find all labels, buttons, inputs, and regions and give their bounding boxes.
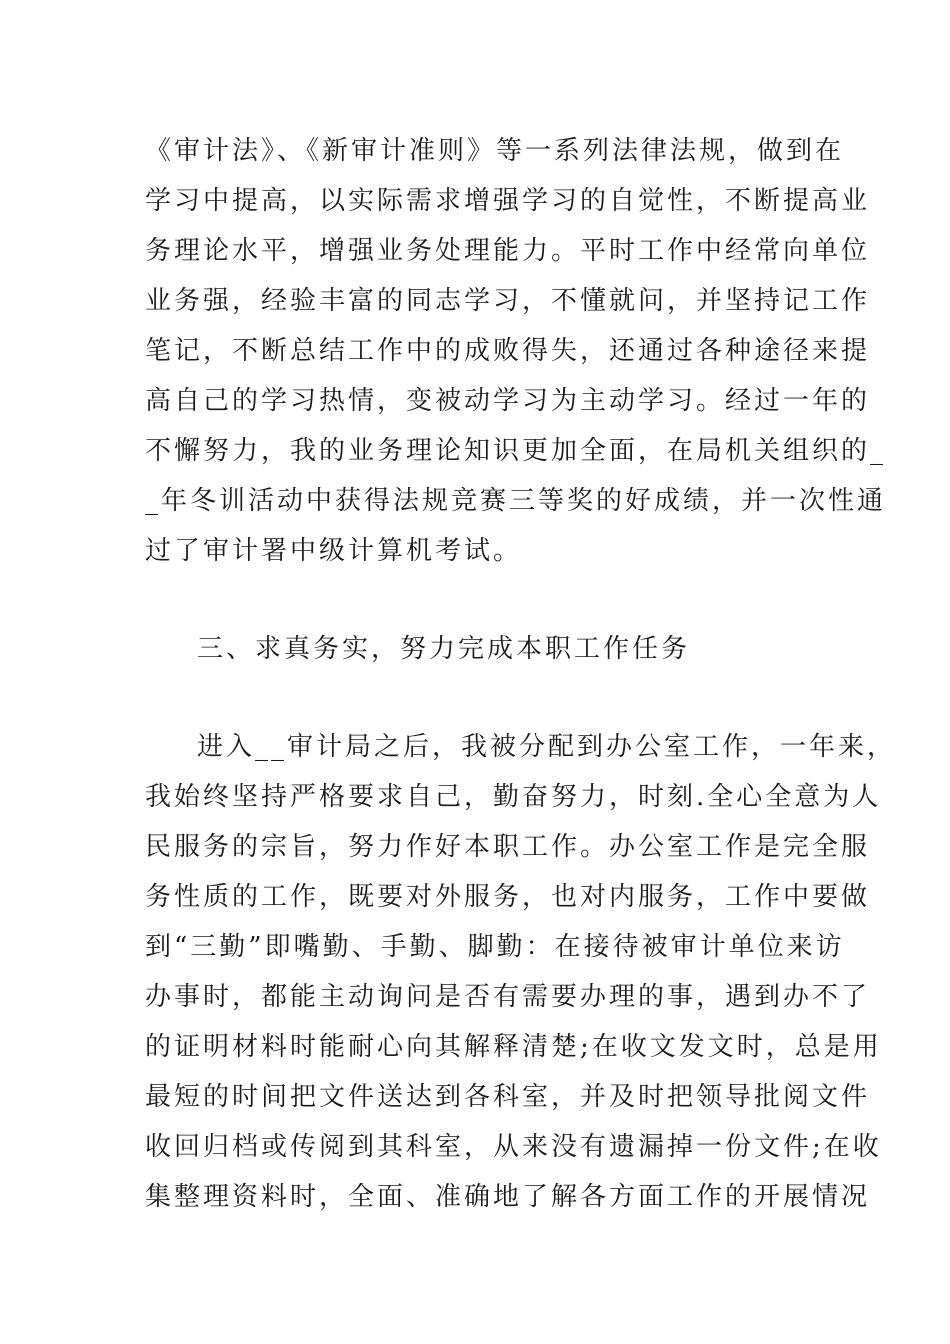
- section-heading: 三、求真务实，努力完成本职工作任务: [197, 634, 691, 664]
- paragraph-line: 收回归档或传阅到其科室，从来没有遗漏掉一份文件;在收: [145, 1132, 882, 1162]
- paragraph-line: 办事时，都能主动询问是否有需要办理的事，遇到办不了: [145, 982, 871, 1012]
- paragraph-line: 笔记，不断总结工作中的成败得失，还通过各种途径来提: [145, 336, 871, 366]
- paragraph-line: 到“三勤”即嘴勤、手勤、脚勤：在接待被审计单位来访: [145, 932, 845, 962]
- paragraph-line: 民服务的宗旨，努力作好本职工作。办公室工作是完全服: [145, 832, 871, 862]
- paragraph-line: 务性质的工作，既要对外服务，也对内服务，工作中要做: [145, 882, 871, 912]
- paragraph-line: 过了审计署中级计算机考试。: [145, 536, 523, 566]
- paragraph-line: 高自己的学习热情，变被动学习为主动学习。经过一年的: [145, 386, 871, 416]
- paragraph-line: 《审计法》、《新审计准则》等一系列法律法规，做到在: [145, 136, 845, 166]
- paragraph-line: 进入__审计局之后，我被分配到办公室工作，一年来，: [197, 732, 897, 762]
- paragraph-line: 集整理资料时，全面、准确地了解各方面工作的开展情况: [145, 1182, 871, 1212]
- paragraph-line: 的证明材料时能耐心向其解释清楚;在收文发文时，总是用: [145, 1032, 882, 1062]
- paragraph-line: 务理论水平，增强业务处理能力。平时工作中经常向单位: [145, 236, 871, 266]
- paragraph-line: 我始终坚持严格要求自己，勤奋努力，时刻.全心全意为人: [145, 782, 882, 812]
- paragraph-line: 学习中提高，以实际需求增强学习的自觉性，不断提高业: [145, 186, 871, 216]
- paragraph-line: 不懈努力，我的业务理论知识更加全面，在局机关组织的_: [145, 436, 887, 466]
- paragraph-line: 最短的时间把文件送达到各科室，并及时把领导批阅文件: [145, 1082, 871, 1112]
- paragraph-line: 业务强，经验丰富的同志学习，不懂就问，并坚持记工作: [145, 286, 871, 316]
- paragraph-line: _年冬训活动中获得法规竞赛三等奖的好成绩，并一次性通: [145, 486, 887, 516]
